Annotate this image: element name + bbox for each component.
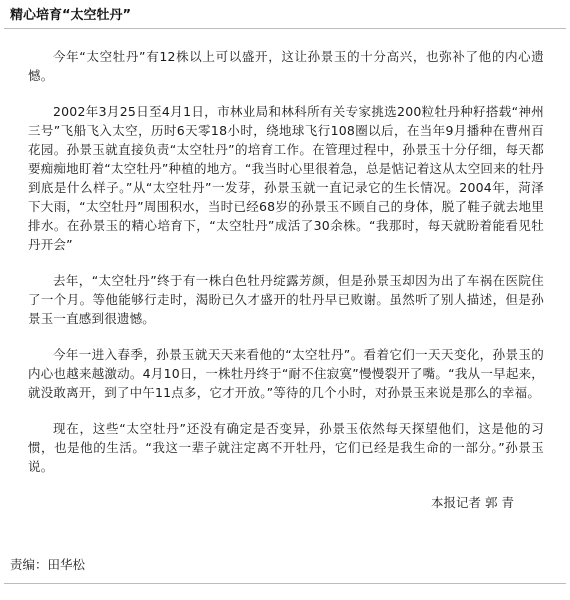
article-paragraph: 现在，这些“太空牡丹”还没有确定是否变异，孙景玉依然每天探望他们，这是他的习惯，也是他的生活。“我这一辈子就注定离不开牡丹，它们已经是我生命的一部分。”孙景玉说。 [28,421,544,474]
article-paragraph: 去年，“太空牡丹”终于有一株白色牡丹绽露芳颜，但是孙景玉却因为出了车祸在医院住了一个月。等他能够行走时，渴盼已久才盛开的牡丹早已败谢。虽然听了别人描述，但是孙景玉一直感到很遗憾。 [28,273,544,326]
article-title: 精心培育“太空牡丹” [10,8,132,23]
footer-divider [4,583,566,584]
article-paragraph: 今年一进入春季，孙景玉就天天来看他的“太空牡丹”。看着它们一天天变化，孙景玉的内心也越来越激动。4月10日，一株牡丹终于“耐不住寂寞”慢慢裂开了嘴。“我从一早起来，就没敢离开，到了中午11点多，它才开放。”等待的几个小时，对孙景玉来说是那么的幸福。 [28,347,544,400]
article-paragraph: 今年“太空牡丹”有12株以上可以盛开，这让孙景玉的十分高兴，也弥补了他的内心遗憾。 [28,49,544,83]
article-paragraph: 2002年3月25日至4月1日，市林业局和林科所有关专家挑选200粒牡丹种籽搭载“神州三号”飞船飞入太空，历时6天零18小时，绕地球飞行108圈以后，在当年9月播种在曹州百花园。孙景玉就直接负责“太空牡丹”的培育工作。在管理过程中，孙景玉十分仔细，每天都要痴痴地盯着“太空牡丹”种植的地方。“我当时心里很着急，总是惦记着这从太空回来的牡丹到底是什么样子。”从“太空牡丹”一发芽，孙景玉就一直记录它的生长情况。2004年，菏泽下大雨，“太空牡丹”周围积水，当时已经68岁的孙景玉不顾自己的身体，脱了鞋子就去地里排水。在孙景玉的精心培育下，“太空牡丹”成活了30余株。“我那时，每天就盼着能看见牡丹开会” [28,104,544,252]
reporter-byline: 本报记者 郭 青 [431,495,514,510]
title-bar [4,6,566,29]
article-body [0,29,570,512]
editor-credit: 责编：田华松 [10,557,86,572]
